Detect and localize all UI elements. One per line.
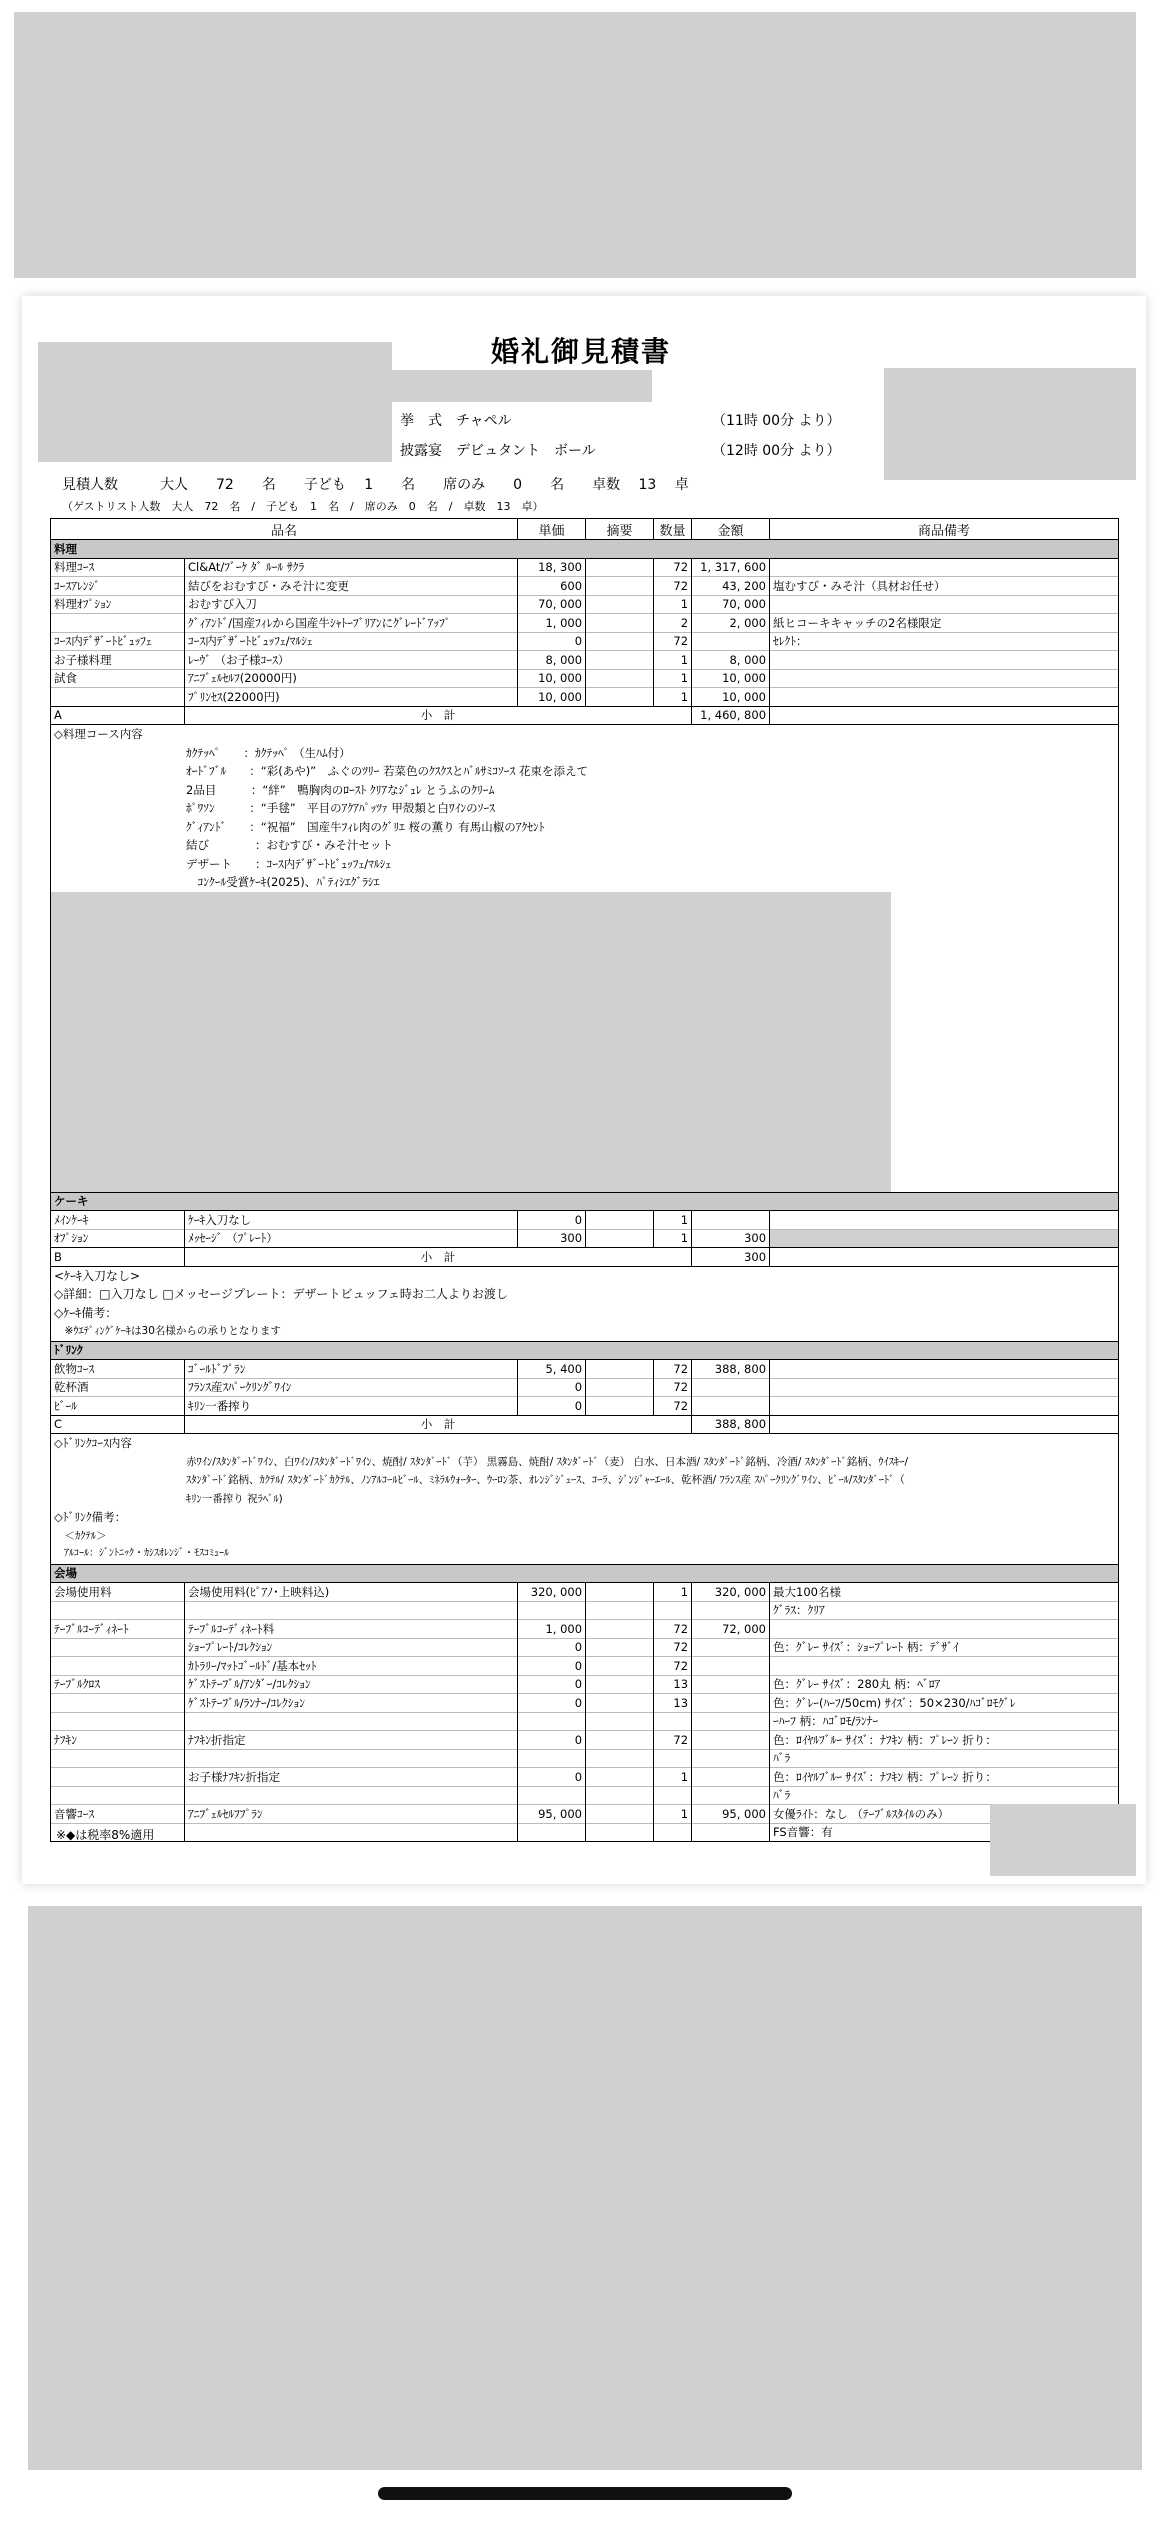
row-qty <box>654 1786 692 1805</box>
row-category <box>51 1638 185 1657</box>
row-price: 0 <box>518 1768 586 1787</box>
row-price: 0 <box>518 632 586 651</box>
table-row <box>51 1731 1119 1750</box>
note-line: ｷﾘﾝ一番搾り 祝ﾗﾍﾞﾙ) <box>186 1492 283 1505</box>
row-category: 料理ｵﾌﾟｼｮﾝ <box>51 595 185 614</box>
row-price: 95, 000 <box>518 1805 586 1824</box>
row-price <box>518 1786 586 1805</box>
row-summary <box>586 1657 654 1676</box>
row-price: 5, 400 <box>518 1360 586 1379</box>
row-note: 色：ﾛｲﾔﾙﾌﾞﾙｰ ｻｲｽﾞ：ﾅﾌｷﾝ 柄：ﾌﾟﾚｰﾝ 折り： <box>770 1768 1119 1787</box>
row-item: お子様ﾅﾌｷﾝ折指定 <box>185 1768 518 1787</box>
row-amount: 43, 200 <box>692 577 770 596</box>
row-amount <box>692 1694 770 1713</box>
row-category: ﾋﾞｰﾙ <box>51 1397 185 1416</box>
drink-notes <box>51 1434 1119 1565</box>
row-summary <box>586 1675 654 1694</box>
note-line: ｸﾞｨｱﾝﾄﾞ ：“祝福” 国産牛ﾌｨﾚ肉のｸﾞﾘｴ 桜の薫り 有馬山椒のｱｸｾﾝﾄ <box>186 819 545 834</box>
note-line: ◇ﾄﾞﾘﾝｸｺｰｽ内容 <box>54 1436 132 1450</box>
subtotal-letter: C <box>51 1415 185 1434</box>
row-note <box>770 1229 1119 1248</box>
row-item: ｼｮｰﾌﾟﾚｰﾄ/ｺﾚｸｼｮﾝ <box>185 1638 518 1657</box>
section-title: 料理 <box>51 540 1119 559</box>
subtotal-amount: 388, 800 <box>692 1415 770 1434</box>
tax-note: ※◆は税率8%適用 <box>56 1828 155 1842</box>
row-amount <box>692 1397 770 1416</box>
row-qty: 1 <box>654 1768 692 1787</box>
row-note: ｰﾊｰﾌ 柄：ﾊｺﾞﾛﾓ/ﾗﾝﾅｰ <box>770 1712 1119 1731</box>
note-line: 結び ：おむすび・みそ汁セット <box>186 838 393 852</box>
row-price <box>518 1823 586 1842</box>
table-row <box>51 595 1119 614</box>
row-note: ｾﾚｸﾄ： <box>770 632 1119 651</box>
row-amount <box>692 1378 770 1397</box>
row-price <box>518 1712 586 1731</box>
row-qty: 1 <box>654 595 692 614</box>
row-category: ﾃｰﾌﾞﾙｸﾛｽ <box>51 1675 185 1694</box>
row-qty <box>654 1823 692 1842</box>
document-title: 婚礼御見積書 <box>491 335 672 368</box>
row-amount: 10, 000 <box>692 669 770 688</box>
note-line: ◇料理コース内容 <box>54 727 143 741</box>
section-title: ﾄﾞﾘﾝｸ <box>51 1341 1119 1360</box>
row-amount: 1, 317, 600 <box>692 558 770 577</box>
row-amount: 2, 000 <box>692 614 770 633</box>
ceremony-label: 挙 式 チャペル <box>400 413 512 429</box>
row-qty <box>654 1712 692 1731</box>
row-qty <box>654 1749 692 1768</box>
note-line: デザート ：ｺｰｽ内ﾃﾞｻﾞｰﾄﾋﾞｭｯﾌｪ/ﾏﾙｼｪ <box>186 856 392 871</box>
note-line: ｱﾙｺｰﾙ：ｼﾞﾝﾄﾆｯｸ・ｶｼｽｵﾚﾝｼﾞ・ﾓｽｺﾐｭｰﾙ <box>54 1548 229 1559</box>
row-note <box>770 651 1119 670</box>
row-amount: 95, 000 <box>692 1805 770 1824</box>
row-item: ﾌﾗﾝｽ産ｽﾊﾟｰｸﾘﾝｸﾞﾜｲﾝ <box>185 1378 518 1397</box>
row-price: 0 <box>518 1675 586 1694</box>
row-qty: 1 <box>654 1211 692 1230</box>
table-row <box>51 577 1119 596</box>
row-category <box>51 1694 185 1713</box>
redacted-bottom-region <box>28 1906 1142 2470</box>
row-amount <box>692 1601 770 1620</box>
row-note: ｸﾞﾗｽ：ｸﾘｱ <box>770 1601 1119 1620</box>
col-header-qty: 数量 <box>654 519 692 540</box>
table-row <box>51 1657 1119 1676</box>
row-category: 飲物ｺｰｽ <box>51 1360 185 1379</box>
row-category: お子様料理 <box>51 651 185 670</box>
row-price: 0 <box>518 1378 586 1397</box>
row-category <box>51 1749 185 1768</box>
row-item: ｹﾞｽﾄﾃｰﾌﾞﾙ/ｱﾝﾀﾞｰ/ｺﾚｸｼｮﾝ <box>185 1675 518 1694</box>
row-item <box>185 1749 518 1768</box>
table-row <box>51 1638 1119 1657</box>
reception-time: （12時 00分 より） <box>712 443 841 459</box>
row-summary <box>586 688 654 707</box>
note-line: 2品目 ：“絆” 鴨胸肉のﾛｰｽﾄ ｸﾘｱなｼﾞｭﾚ とうふのｸﾘｰﾑ <box>186 782 495 797</box>
row-note: ﾊﾞﾗ <box>770 1786 1119 1805</box>
row-amount: 8, 000 <box>692 651 770 670</box>
row-note <box>770 669 1119 688</box>
row-note <box>770 1620 1119 1639</box>
row-qty: 72 <box>654 1638 692 1657</box>
table-row <box>51 1805 1119 1824</box>
row-item: ﾌﾟﾘﾝｾｽ(22000円) <box>185 688 518 707</box>
table-row <box>51 1786 1119 1805</box>
row-note <box>770 1378 1119 1397</box>
note-line: ＜ｶｸﾃﾙ＞ <box>54 1529 107 1542</box>
row-qty: 72 <box>654 1378 692 1397</box>
row-qty: 1 <box>654 1583 692 1602</box>
row-summary <box>586 1360 654 1379</box>
row-price <box>518 1749 586 1768</box>
note-line: ﾎﾟﾜｿﾝ ：“手毬” 平目のｱｸｱﾊﾟｯﾂｧ 甲殻類と白ﾜｲﾝのｿｰｽ <box>186 801 495 815</box>
row-item: おむすび入刀 <box>185 595 518 614</box>
row-category: 料理ｺｰｽ <box>51 558 185 577</box>
row-price: 1, 000 <box>518 1620 586 1639</box>
row-summary <box>586 1397 654 1416</box>
row-amount <box>692 1768 770 1787</box>
subtotal-label: 小 計 <box>185 706 692 725</box>
row-price: 0 <box>518 1694 586 1713</box>
drink-notes-cell <box>51 1434 1119 1565</box>
row-summary <box>586 1786 654 1805</box>
table-header-row <box>51 519 1119 540</box>
row-qty: 1 <box>654 1229 692 1248</box>
row-amount <box>692 1211 770 1230</box>
row-summary <box>586 1620 654 1639</box>
row-price: 300 <box>518 1229 586 1248</box>
row-amount <box>692 1638 770 1657</box>
row-item: ｷﾘﾝ一番搾り <box>185 1397 518 1416</box>
row-note: 紙ヒコーキキャッチの2名様限定 <box>770 614 1119 633</box>
row-amount: 388, 800 <box>692 1360 770 1379</box>
row-note <box>770 1657 1119 1676</box>
row-category <box>51 688 185 707</box>
row-note: 色：ｸﾞﾚｰ ｻｲｽﾞ：ｼｮｰﾌﾟﾚｰﾄ 柄：ﾃﾞｻﾞｲ <box>770 1638 1119 1657</box>
note-line: ◇ﾄﾞﾘﾝｸ備考： <box>54 1510 127 1524</box>
row-amount <box>692 1786 770 1805</box>
row-category <box>51 614 185 633</box>
row-item <box>185 1823 518 1842</box>
row-qty: 72 <box>654 558 692 577</box>
subtotal-note <box>770 1248 1119 1267</box>
row-item: Cl&At/ﾌﾞｰｹ ﾀﾞ ﾙｰﾙ ｻｸﾗ <box>185 558 518 577</box>
row-amount <box>692 1712 770 1731</box>
row-summary <box>586 1712 654 1731</box>
row-qty: 13 <box>654 1694 692 1713</box>
row-item: ｹﾞｽﾄﾃｰﾌﾞﾙ/ﾗﾝﾅｰ/ｺﾚｸｼｮﾝ <box>185 1694 518 1713</box>
row-price: 0 <box>518 1211 586 1230</box>
row-qty: 72 <box>654 1360 692 1379</box>
row-qty: 72 <box>654 1397 692 1416</box>
col-header-summary: 摘要 <box>586 519 654 540</box>
subtotal-letter: A <box>51 706 185 725</box>
row-item: ﾅﾌｷﾝ折指定 <box>185 1731 518 1750</box>
note-line: 赤ﾜｲﾝ/ｽﾀﾝﾀﾞｰﾄﾞﾜｲﾝ、白ﾜｲﾝ/ｽﾀﾝﾀﾞｰﾄﾞﾜｲﾝ、焼酎/ ｽﾀﾝﾀﾞｰﾄﾞ（芋） 黒霧島、焼酎/ ｽﾀﾝﾀﾞｰﾄﾞ（麦） 白水、日本酒/ ｽﾀﾝﾀﾞｰﾄﾞ銘柄、冷酒/ ｽﾀﾝﾀﾞｰﾄﾞ銘柄、ｳｲｽｷｰ/ <box>186 1455 909 1468</box>
row-category <box>51 1601 185 1620</box>
subtotal-amount: 300 <box>692 1248 770 1267</box>
table-row <box>51 614 1119 633</box>
row-item: 会場使用料(ﾋﾟｱﾉ･上映料込) <box>185 1583 518 1602</box>
row-category <box>51 1712 185 1731</box>
redacted-footer-stamp <box>990 1804 1136 1876</box>
row-summary <box>586 1749 654 1768</box>
row-qty: 72 <box>654 1731 692 1750</box>
course-detail <box>51 725 1119 1193</box>
row-item: ﾚｰｳﾞ （お子様ｺｰｽ） <box>185 651 518 670</box>
guest-list-line: （ゲストリスト人数 大人 72 名 / 子ども 1 名 / 席のみ 0 名 / 卓数 13 卓） <box>62 500 544 513</box>
table-row <box>51 1211 1119 1230</box>
row-qty <box>654 1601 692 1620</box>
col-header-item: 品名 <box>51 519 518 540</box>
row-item: ｺﾞｰﾙﾄﾞﾌﾟﾗﾝ <box>185 1360 518 1379</box>
row-summary <box>586 1768 654 1787</box>
row-note: 色：ﾛｲﾔﾙﾌﾞﾙｰ ｻｲｽﾞ：ﾅﾌｷﾝ 柄：ﾌﾟﾚｰﾝ 折り： <box>770 1731 1119 1750</box>
note-line: ◇ｹｰｷ備考： <box>54 1305 118 1320</box>
row-category <box>51 1657 185 1676</box>
row-amount: 10, 000 <box>692 688 770 707</box>
note-line: <ｹｰｷ入刀なし> <box>54 1268 141 1283</box>
row-price: 0 <box>518 1731 586 1750</box>
row-summary <box>586 1731 654 1750</box>
row-category: ﾅﾌｷﾝ <box>51 1731 185 1750</box>
row-price: 10, 000 <box>518 669 586 688</box>
row-qty: 13 <box>654 1675 692 1694</box>
row-note <box>770 688 1119 707</box>
row-summary <box>586 614 654 633</box>
table-row <box>51 1749 1119 1768</box>
row-qty: 72 <box>654 632 692 651</box>
row-item <box>185 1601 518 1620</box>
row-category <box>51 1768 185 1787</box>
row-price: 0 <box>518 1638 586 1657</box>
row-item: 結びをおむすび・みそ汁に変更 <box>185 577 518 596</box>
row-item: ｱﾆﾌﾞｪﾙｾﾙﾌﾌﾟﾗﾝ <box>185 1805 518 1824</box>
subtotal-label: 小 計 <box>185 1248 692 1267</box>
row-note: ﾊﾞﾗ <box>770 1749 1119 1768</box>
row-summary <box>586 1229 654 1248</box>
table-row <box>51 1601 1119 1620</box>
table-row <box>51 632 1119 651</box>
cake-notes <box>51 1266 1119 1341</box>
row-item: ｹｰｷ入刀なし <box>185 1211 518 1230</box>
row-category: ｺｰｽｱﾚﾝｼﾞ <box>51 577 185 596</box>
row-price: 600 <box>518 577 586 596</box>
row-note: 色：ｸﾞﾚｰ(ﾊｰﾌ/50cm) ｻｲｽﾞ：50×230/ﾊｺﾞﾛﾓｸﾞﾚ <box>770 1694 1119 1713</box>
row-qty: 72 <box>654 577 692 596</box>
row-summary <box>586 669 654 688</box>
row-price <box>518 1601 586 1620</box>
note-line: ※ｳｴﾃﾞｨﾝｸﾞｹｰｷは30名様からの承りとなります <box>54 1325 281 1337</box>
row-price: 8, 000 <box>518 651 586 670</box>
row-summary <box>586 651 654 670</box>
row-amount: 70, 000 <box>692 595 770 614</box>
row-amount <box>692 1749 770 1768</box>
row-note <box>770 595 1119 614</box>
subtotal-note <box>770 1415 1119 1434</box>
row-amount: 320, 000 <box>692 1583 770 1602</box>
reception-label: 披露宴 デビュタント ボール <box>400 443 596 459</box>
redacted-stamp-block <box>884 368 1136 480</box>
ceremony-time: （11時 00分 より） <box>712 413 841 429</box>
col-header-amount: 金額 <box>692 519 770 540</box>
row-item: ｱﾆﾌﾞｪﾙｾﾙﾌ(20000円) <box>185 669 518 688</box>
row-category: ｺｰｽ内ﾃﾞｻﾞｰﾄﾋﾞｭｯﾌｪ <box>51 632 185 651</box>
row-price: 1, 000 <box>518 614 586 633</box>
row-note <box>770 1360 1119 1379</box>
row-amount: 300 <box>692 1229 770 1248</box>
row-note: FS音響：有 <box>770 1823 1119 1842</box>
row-summary <box>586 1601 654 1620</box>
row-item: ｺｰｽ内ﾃﾞｻﾞｰﾄﾋﾞｭｯﾌｪ/ﾏﾙｼｪ <box>185 632 518 651</box>
row-note <box>770 1211 1119 1230</box>
row-qty: 1 <box>654 1805 692 1824</box>
row-item <box>185 1786 518 1805</box>
row-price: 70, 000 <box>518 595 586 614</box>
row-qty: 1 <box>654 688 692 707</box>
cake-notes-cell <box>51 1266 1119 1341</box>
table-row <box>51 669 1119 688</box>
row-category: 会場使用料 <box>51 1583 185 1602</box>
row-category: ﾒｲﾝｹｰｷ <box>51 1211 185 1230</box>
row-note <box>770 558 1119 577</box>
table-row <box>51 1675 1119 1694</box>
row-qty: 1 <box>654 651 692 670</box>
section-cuisine <box>51 540 1119 559</box>
row-price: 0 <box>518 1657 586 1676</box>
row-category: 試食 <box>51 669 185 688</box>
section-drink <box>51 1341 1119 1360</box>
note-line: ｺﾝｸｰﾙ受賞ｹｰｷ(2025)、ﾊﾟﾃｨｼｴｸﾞﾗｼｴ <box>186 875 380 889</box>
row-category <box>51 1786 185 1805</box>
row-note <box>770 1397 1119 1416</box>
row-qty: 1 <box>654 669 692 688</box>
table-row <box>51 688 1119 707</box>
row-qty: 2 <box>654 614 692 633</box>
row-summary <box>586 1805 654 1824</box>
table-row <box>51 1378 1119 1397</box>
subtotal-row <box>51 1248 1119 1267</box>
col-header-price: 単価 <box>518 519 586 540</box>
table-row <box>51 1229 1119 1248</box>
table-row <box>51 1360 1119 1379</box>
row-qty: 72 <box>654 1657 692 1676</box>
row-summary <box>586 1378 654 1397</box>
row-summary <box>586 558 654 577</box>
redacted-client-block <box>38 342 392 462</box>
note-line: ｽﾀﾝﾀﾞｰﾄﾞ銘柄、ｶｸﾃﾙ/ ｽﾀﾝﾀﾞｰﾄﾞｶｸﾃﾙ、ﾉﾝｱﾙｺｰﾙﾋﾞｰﾙ、ﾐﾈﾗﾙｳｫｰﾀｰ、ｳｰﾛﾝ茶、ｵﾚﾝｼﾞｼﾞｭｰｽ、ｺｰﾗ、ｼﾞﾝｼﾞｬｰｴｰﾙ、乾杯酒/ ﾌﾗﾝｽ産 ｽﾊﾟｰｸﾘﾝｸﾞﾜｲﾝ、ﾋﾞｰﾙ/ｽﾀﾝﾀﾞｰﾄﾞ（ <box>186 1474 905 1486</box>
note-line: ｵｰﾄﾞﾌﾞﾙ ：“彩(あや)” ふぐのﾂﾘｰ 若菜色のｸｽｸｽとﾊﾞﾙｻﾐｺｿｰｽ 花束を添えて <box>186 764 588 778</box>
row-price: 10, 000 <box>518 688 586 707</box>
note-line: ◇詳細：□入刀なし □メッセージプレート：デザートビュッフェ時お二人よりお渡し <box>54 1287 508 1301</box>
table-row <box>51 1712 1119 1731</box>
row-summary <box>586 595 654 614</box>
section-title: 会場 <box>51 1564 1119 1583</box>
section-venue <box>51 1564 1119 1583</box>
row-amount <box>692 1823 770 1842</box>
table-row <box>51 1823 1119 1842</box>
row-item: ﾒｯｾｰｼﾞ （ﾌﾟﾚｰﾄ） <box>185 1229 518 1248</box>
row-amount <box>692 1657 770 1676</box>
row-note: 塩むすび・みそ汁（具材お任せ） <box>770 577 1119 596</box>
subtotal-letter: B <box>51 1248 185 1267</box>
course-detail-cell <box>51 725 1119 1193</box>
row-item: ｶﾄﾗﾘｰ/ﾏｯﾄｺﾞｰﾙﾄﾞ/基本ｾｯﾄ <box>185 1657 518 1676</box>
row-summary <box>586 577 654 596</box>
estimate-table <box>50 518 1119 1842</box>
guest-count-line: 見積人数 大人 72 名 子ども 1 名 席のみ 0 名 卓数 13 卓 <box>62 477 689 493</box>
subtotal-row <box>51 706 1119 725</box>
row-amount <box>692 1731 770 1750</box>
row-price: 320, 000 <box>518 1583 586 1602</box>
row-item: ｸﾞｨｱﾝﾄﾞ/国産ﾌｨﾚから国産牛ｼｬﾄｰﾌﾞﾘｱﾝにｸﾞﾚｰﾄﾞｱｯﾌﾟ <box>185 614 518 633</box>
row-summary <box>586 632 654 651</box>
table-row <box>51 1397 1119 1416</box>
subtotal-note <box>770 706 1119 725</box>
row-amount: 72, 000 <box>692 1620 770 1639</box>
redacted-name-bar <box>392 370 652 402</box>
section-title: ケーキ <box>51 1192 1119 1211</box>
col-header-notes: 商品備考 <box>770 519 1119 540</box>
row-price: 18, 300 <box>518 558 586 577</box>
row-note: 色：ｸﾞﾚｰ ｻｲｽﾞ：280丸 柄：ﾍﾞﾛｱ <box>770 1675 1119 1694</box>
subtotal-label: 小 計 <box>185 1415 692 1434</box>
row-note: 最大100名様 <box>770 1583 1119 1602</box>
subtotal-row <box>51 1415 1119 1434</box>
row-category: ｵﾌﾟｼｮﾝ <box>51 1229 185 1248</box>
table-row <box>51 558 1119 577</box>
row-summary <box>586 1638 654 1657</box>
row-note: 女優ﾗｲﾄ：なし （ﾃｰﾌﾞﾙｽﾀｲﾙのみ） <box>770 1805 1119 1824</box>
note-line: ｶｸﾃｯﾍﾟ ：ｶｸﾃｯﾍﾟ （生ﾊﾑ付） <box>186 745 351 760</box>
row-amount <box>692 632 770 651</box>
table-row <box>51 651 1119 670</box>
row-qty: 72 <box>654 1620 692 1639</box>
table-row <box>51 1694 1119 1713</box>
row-summary <box>586 1211 654 1230</box>
row-item <box>185 1712 518 1731</box>
row-price: 0 <box>518 1397 586 1416</box>
subtotal-amount: 1, 460, 800 <box>692 706 770 725</box>
section-cake <box>51 1192 1119 1211</box>
redacted-course-image <box>51 892 891 1192</box>
table-row <box>51 1620 1119 1639</box>
table-row <box>51 1768 1119 1787</box>
table-row <box>51 1583 1119 1602</box>
row-category: ﾃｰﾌﾞﾙｺｰﾃﾞｨﾈｰﾄ <box>51 1620 185 1639</box>
row-category: 音響ｺｰｽ <box>51 1805 185 1824</box>
row-summary <box>586 1823 654 1842</box>
row-category: 乾杯酒 <box>51 1378 185 1397</box>
redacted-top-region <box>14 12 1136 278</box>
home-indicator[interactable] <box>378 2487 792 2500</box>
row-item: ﾃｰﾌﾞﾙｺｰﾃﾞｨﾈｰﾄ料 <box>185 1620 518 1639</box>
row-summary <box>586 1694 654 1713</box>
row-summary <box>586 1583 654 1602</box>
row-amount <box>692 1675 770 1694</box>
